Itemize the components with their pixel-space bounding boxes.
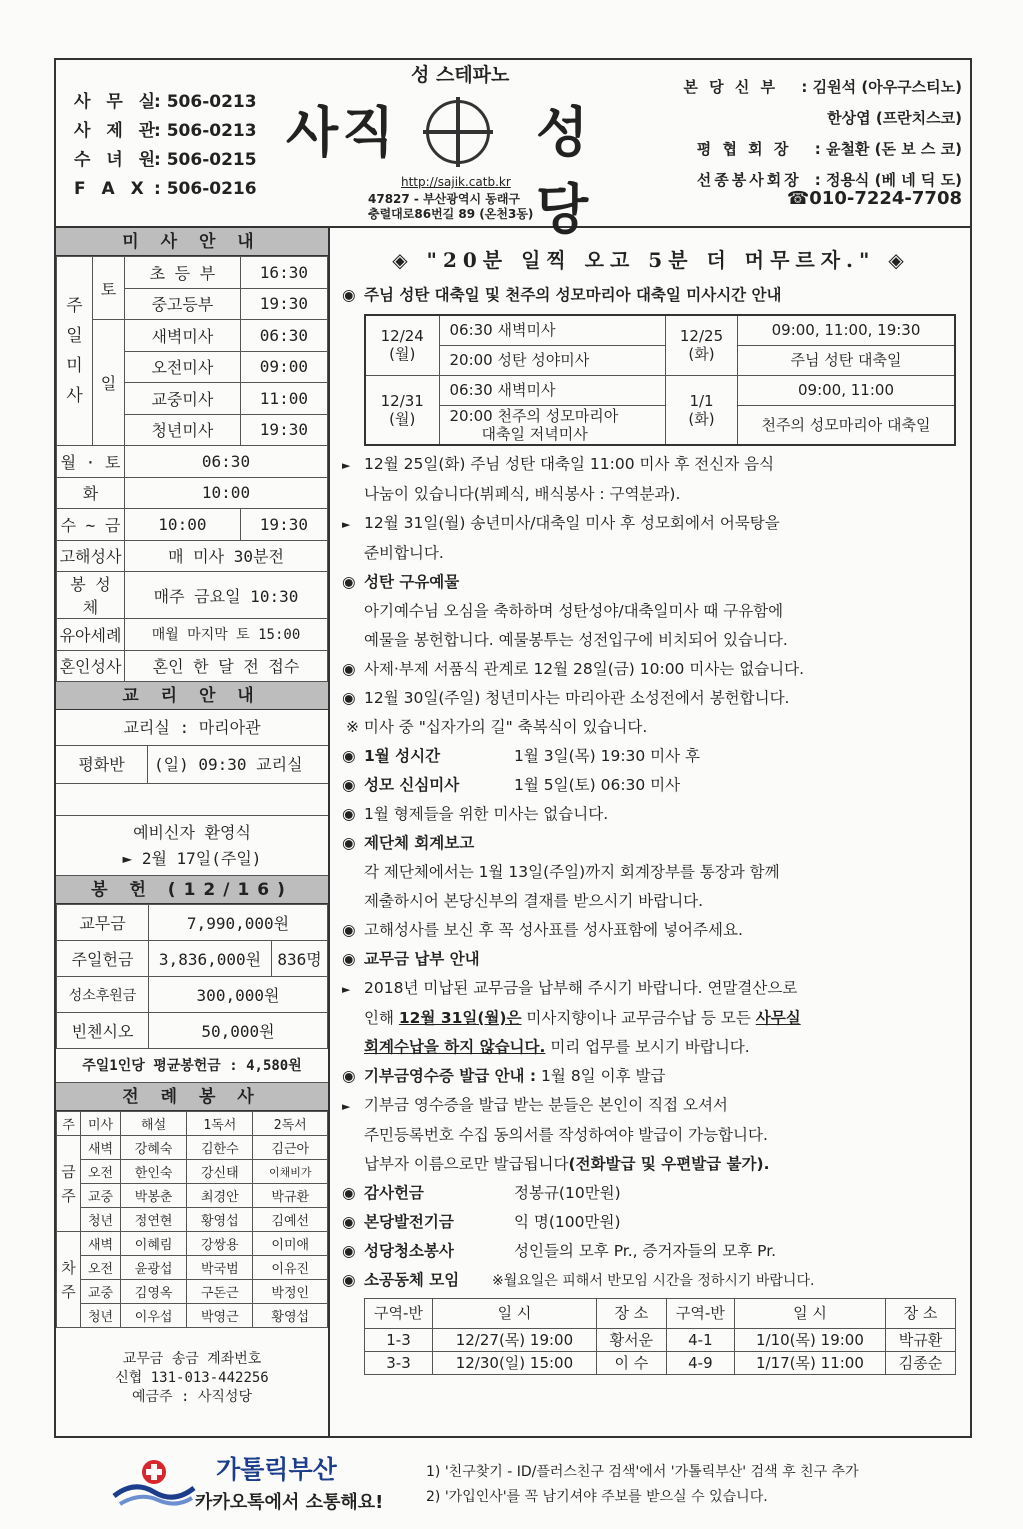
- bank-account-info: 교무금 송금 계좌번호 신협 131-013-442256 예금주 : 사직성당: [115, 1351, 269, 1405]
- table-row: 화 10:00: [57, 477, 328, 509]
- staff-pastor: 본 당 신 부 : 김원석 (아우구스티노): [683, 78, 962, 96]
- table-row: 금 주 새벽 강혜숙 김한수 김근아: [57, 1136, 328, 1160]
- thanks-offering: ◉ 감사헌금 정봉규(10만원): [332, 1179, 970, 1208]
- footer-notes: 1) '친구찾기 - ID/플러스친구 검색'에서 '가톨릭부산' 검색 후 친구 추가 2) '가입인사'를 꼭 남기셔야 주보를 받으실 수 있습니다.: [426, 1464, 859, 1505]
- footer: [100, 1450, 980, 1520]
- table-row: 12/31 (월) 06:30 새벽미사 1/1 (화) 09:00, 11:00: [365, 375, 955, 405]
- crib-title: ◉ 성탄 구유예물: [332, 568, 970, 597]
- church-subtitle: 성 스테파노: [411, 64, 510, 86]
- table-row: 20:00 성탄 성야미사 주님 성탄 대축일: [365, 345, 955, 375]
- table-row: 교중 김영옥 구돈근 박정인: [57, 1280, 328, 1304]
- christmas-title: ◉ 주님 성탄 대축일 및 천주의 성모마리아 대축일 미사시간 안내: [332, 281, 970, 310]
- table-row: 성소후원금 300,000원: [57, 977, 328, 1013]
- offering-table: [56, 904, 328, 1049]
- footer-title: 가톨릭부산: [216, 1455, 337, 1484]
- news-column: ◈ "20분 일찍 오고 5분 더 머무르자." ◈ ◉ 주님 성탄 대축일 및 천주의 성모마리아 대축일 미사시간 안내 12/24 (월) 06:30 새벽미사 12/25 (화) 09:00, 11:00, 19:30 20:00 성탄 성야미사 주님 성탄 대축일 12/31 (월) 06:30 새벽미사 1/1 (화) 09:00, 11:00 20:00 천주의 성모마리아 대축일 저녁미사 천주의 성모마리아 대축일 ► 12월 25일(화) 주님 성탄 대축일 11:00 미사 후 전신자 음식 나눔이 있습니다(뷔페식, 배식봉사 : 구역분과). ► 12월 31일(월) 송년미사/대축일 미사 후 성모회에서 어묵탕을 준비합니다. ◉ 성탄 구유예물 아기예수님 오심을 축하하며 성탄성야/대축일미사 때 구유함에 예물을 봉헌합니다. 예물봉투는 성전입구에 비치되어 있습니다. ◉ 사제·부제 서품식 관계로 12월 28일(금) 10:00 미사는 없습니다. ◉ 12월 30일(주일) 청년미사는 마리아관 소성전에서 봉헌합니다. ※ 미사 중 "십자가의 길" 축복식이 있습니다. ◉ 1월 성시간 1월 3일(목) 19:30 미사 후 ◉ 성모 신심미사 1월 5일(토) 06:30 미사 ◉ 1월 형제들을 위한 미사는 없습니다. ◉ 제단체 회계보고 각 제단체에서는 1월 13일(주일)까지 회계장부를 통장과 함께 제출하시어 본당신부의 결재를 받으시기 바랍니다. ◉ 고해성사를 보신 후 꼭 성사표를 성사표함에 넣어주세요. ◉ 교무금 납부 안내 ► 2018년 미납된 교무금을 납부해 주시기 바랍니다. 연말결산으로 인해 12월 31일(월)은 미사지향이나 교무금수납 등 모든 사무실 회계수납을 하지 않습니다. 미리 업무를 보시기 바랍니다. ◉ 기부금영수증 발급 안내 : 1월 8일 이후 발급 ► 기부금 영수증을 발급 받는 분들은 본인이 직접 오셔서 주민등록번호 수집 동의서를 작성하여야 발급이 가능합니다. 납부자 이름으로만 발급됩니다(전화발급 및 우편발급 불가). ◉ 감사헌금 정봉규(10만원) ◉ 본당발전기금 익 명(100만원) ◉ 성당청소봉사 성인들의 모후 Pr., 증거자들의 모후 Pr. ◉ 소공동체 모임 ※월요일은 피해서 반모임 시간을 정하시기 바랍니다. 구역-반 일 시 장 소 구역-반 일 시 장 소 1-3 12/27(목) 19:00 황서운 4-1 1/10(목) 19:00 박규환 3-3 12/30(일) 15:00 이 수 4-9 1/17(목) 11:00 김종순: [332, 228, 970, 1375]
- arrow-bullet-icon: ►: [342, 459, 351, 472]
- notice-no-mass: ◉ 사제·부제 서품식 관계로 12월 28일(금) 10:00 미사는 없습니다.: [332, 655, 970, 684]
- table-row: 12/24 (월) 06:30 새벽미사 12/25 (화) 09:00, 11:00, 19:30: [365, 315, 955, 345]
- circle-bullet-icon: ◉: [342, 1184, 356, 1202]
- arrow-bullet-icon: ►: [342, 518, 351, 531]
- table-row: 차 주 새벽 이혜림 강쌍용 이미애: [57, 1232, 328, 1256]
- notice-confession: ◉ 고해성사를 보신 후 꼭 성사표를 성사표함에 넣어주세요.: [332, 916, 970, 945]
- table-row: 월 · 토 06:30: [57, 446, 328, 478]
- table-row: 봉 성 체 매주 금요일 10:30: [57, 572, 328, 619]
- circle-bullet-icon: ◉: [342, 921, 356, 939]
- table-row: 3-3 12/30(일) 15:00 이 수 4-9 1/17(목) 11:00 김종순: [365, 1352, 956, 1375]
- table-row: 교무금 7,990,000원: [57, 905, 328, 941]
- table-row: 20:00 천주의 성모마리아 대축일 저녁미사 천주의 성모마리아 대축일: [365, 405, 955, 445]
- table-row: 고해성사 매 미사 30분전: [57, 540, 328, 572]
- due-title: ◉ 교무금 납부 안내: [332, 945, 970, 974]
- circle-bullet-icon: ◉: [342, 573, 356, 591]
- christmas-schedule-table: [364, 314, 956, 446]
- notice-brothers: ◉ 1월 형제들을 위한 미사는 없습니다.: [332, 800, 970, 829]
- circle-bullet-icon: ◉: [342, 660, 356, 678]
- this-week-label: 금 주: [57, 1136, 81, 1232]
- table-row: 주 일 미 사 토 초 등 부 16:30: [57, 257, 328, 289]
- development-fund: ◉ 본당발전기금 익 명(100만원): [332, 1208, 970, 1237]
- bulletin-frame: [54, 58, 972, 1438]
- table-row: 오전미사 09:00: [57, 351, 328, 383]
- church-url-link[interactable]: http://sajik.catb.kr: [401, 175, 511, 189]
- contact-office: 사 무 실: 506-0213: [74, 92, 257, 112]
- faith-class: 평화반 (일) 09:30 교리실: [56, 746, 328, 784]
- footer-subtitle: 카카오톡에서 소통해요!: [195, 1492, 384, 1513]
- catholic-busan-logo-icon: [110, 1458, 198, 1508]
- table-row: 혼인성사 혼인 한 달 전 접수: [57, 650, 328, 682]
- circle-bullet-icon: ◉: [342, 1213, 356, 1231]
- circle-bullet-icon: ◉: [342, 1067, 356, 1085]
- sunday-label: 일: [93, 320, 125, 446]
- saturday-label: 토: [93, 257, 125, 320]
- cleaning-service: ◉ 성당청소봉사 성인들의 모후 Pr., 증거자들의 모후 Pr.: [332, 1237, 970, 1266]
- receipt-title: ◉ 기부금영수증 발급 안내 : 1월 8일 이후 발급: [332, 1062, 970, 1091]
- contact-list: [74, 88, 257, 204]
- staff-assistant: 한상엽 (프란치스코): [827, 109, 962, 127]
- circle-bullet-icon: ◉: [342, 286, 356, 304]
- left-column: [56, 228, 330, 1436]
- bulletin-header: [56, 60, 970, 241]
- slogan: ◈ "20분 일찍 오고 5분 더 머무르자." ◈: [392, 248, 910, 272]
- contact-rectory: 사 제 관: 506-0213: [74, 121, 257, 141]
- faith-welcome: 예비신자 환영식 ► 2월 17일(주일): [56, 816, 328, 876]
- notice-cross: ※ 미사 중 "십자가의 길" 축복식이 있습니다.: [346, 718, 648, 736]
- table-row: 청년미사 19:30: [57, 414, 328, 446]
- notice-holy-hour: ◉ 1월 성시간 1월 3일(목) 19:30 미사 후: [332, 742, 970, 771]
- circle-bullet-icon: ◉: [342, 747, 356, 765]
- mass-schedule-table: [56, 256, 328, 682]
- duty-heading: 전 례 봉 사: [56, 1083, 328, 1111]
- faith-heading: 교 리 안 내: [56, 682, 328, 710]
- table-row: 유아세례 매월 마지막 토 15:00: [57, 619, 328, 651]
- church-address: 47827 - 부산광역시 동래구 충렬대로86번길 89 (온천3동): [368, 192, 534, 221]
- table-row: 1-3 12/27(목) 19:00 황서운 4-1 1/10(목) 19:00 박규환: [365, 1329, 956, 1352]
- staff-funeral: 선종봉사회장 : 정용식 (베 네 딕 도): [696, 171, 962, 189]
- mass-heading: 미 사 안 내: [56, 228, 328, 256]
- table-row: 빈첸시오 50,000원: [57, 1013, 328, 1049]
- table-row: 교중미사 11:00: [57, 383, 328, 415]
- circle-bullet-icon: ◉: [342, 776, 356, 794]
- arrow-bullet-icon: ►: [342, 1100, 351, 1113]
- small-community-title: ◉ 소공동체 모임 ※월요일은 피해서 반모임 시간을 정하시기 바랍니다.: [332, 1266, 970, 1296]
- table-row: 일 새벽미사 06:30: [57, 320, 328, 352]
- contact-convent: 수 녀 원: 506-0215: [74, 150, 257, 170]
- circle-bullet-icon: ◉: [342, 1242, 356, 1260]
- notice-youth-mass: ◉ 12월 30일(주일) 청년미사는 마리아관 소성전에서 봉헌합니다.: [332, 684, 970, 713]
- next-week-label: 차 주: [57, 1232, 81, 1328]
- audit-title: ◉ 제단체 회계보고: [332, 829, 970, 858]
- church-name-a: 사직: [286, 101, 399, 164]
- arrow-bullet-icon: ►: [342, 983, 351, 996]
- table-row: 교중 박봉춘 최경안 박규환: [57, 1184, 328, 1208]
- table-row: 청년 정연현 황영섭 김예선: [57, 1208, 328, 1232]
- table-row: 수 ~ 금 10:00 19:30: [57, 509, 328, 541]
- contact-fax: F A X : 506-0216: [74, 179, 257, 199]
- staff-list: [683, 72, 962, 196]
- table-row: 주 미사 해설 1독서 2독서: [57, 1112, 328, 1136]
- staff-council: 평 협 회 장 : 윤철환 (돈 보 스 코): [696, 140, 962, 158]
- table-row: 주일헌금 3,836,000원 836명: [57, 941, 328, 977]
- table-row: 구역-반 일 시 장 소 구역-반 일 시 장 소: [365, 1299, 956, 1329]
- circle-bullet-icon: ◉: [342, 1271, 356, 1289]
- circle-bullet-icon: ◉: [342, 834, 356, 852]
- table-row: 청년 이우섭 박영근 황영섭: [57, 1304, 328, 1328]
- circle-bullet-icon: ◉: [342, 950, 356, 968]
- duty-table: [56, 1111, 328, 1328]
- circle-bullet-icon: ◉: [342, 689, 356, 707]
- table-row: 오전 윤광섭 박국범 이유진: [57, 1256, 328, 1280]
- note-fishcake: ► 12월 31일(월) 송년미사/대축일 미사 후 성모회에서 어묵탕을: [332, 509, 970, 539]
- table-row: 오전 한인숙 강신태 이채비가: [57, 1160, 328, 1184]
- circle-bullet-icon: ◉: [342, 805, 356, 823]
- small-community-table: [364, 1298, 956, 1375]
- church-phone: ☎010-7224-7708: [786, 188, 962, 209]
- note-meal: ► 12월 25일(화) 주님 성탄 대축일 11:00 미사 후 전신자 음식: [332, 450, 970, 480]
- church-cross-logo-icon: [426, 100, 490, 164]
- notice-heart-mass: ◉ 성모 신심미사 1월 5일(토) 06:30 미사: [332, 771, 970, 800]
- offering-average: 주일1인당 평균봉헌금 : 4,580원: [56, 1049, 328, 1083]
- church-name-b: 성당: [536, 101, 593, 241]
- table-row: 중고등부 19:30: [57, 288, 328, 320]
- faith-room: 교리실 : 마리아관: [56, 710, 328, 746]
- sunday-mass-label: 주 일 미 사: [57, 257, 93, 446]
- faith-blank-row: [56, 784, 328, 816]
- offering-heading: 봉 헌 (12/16): [56, 876, 328, 904]
